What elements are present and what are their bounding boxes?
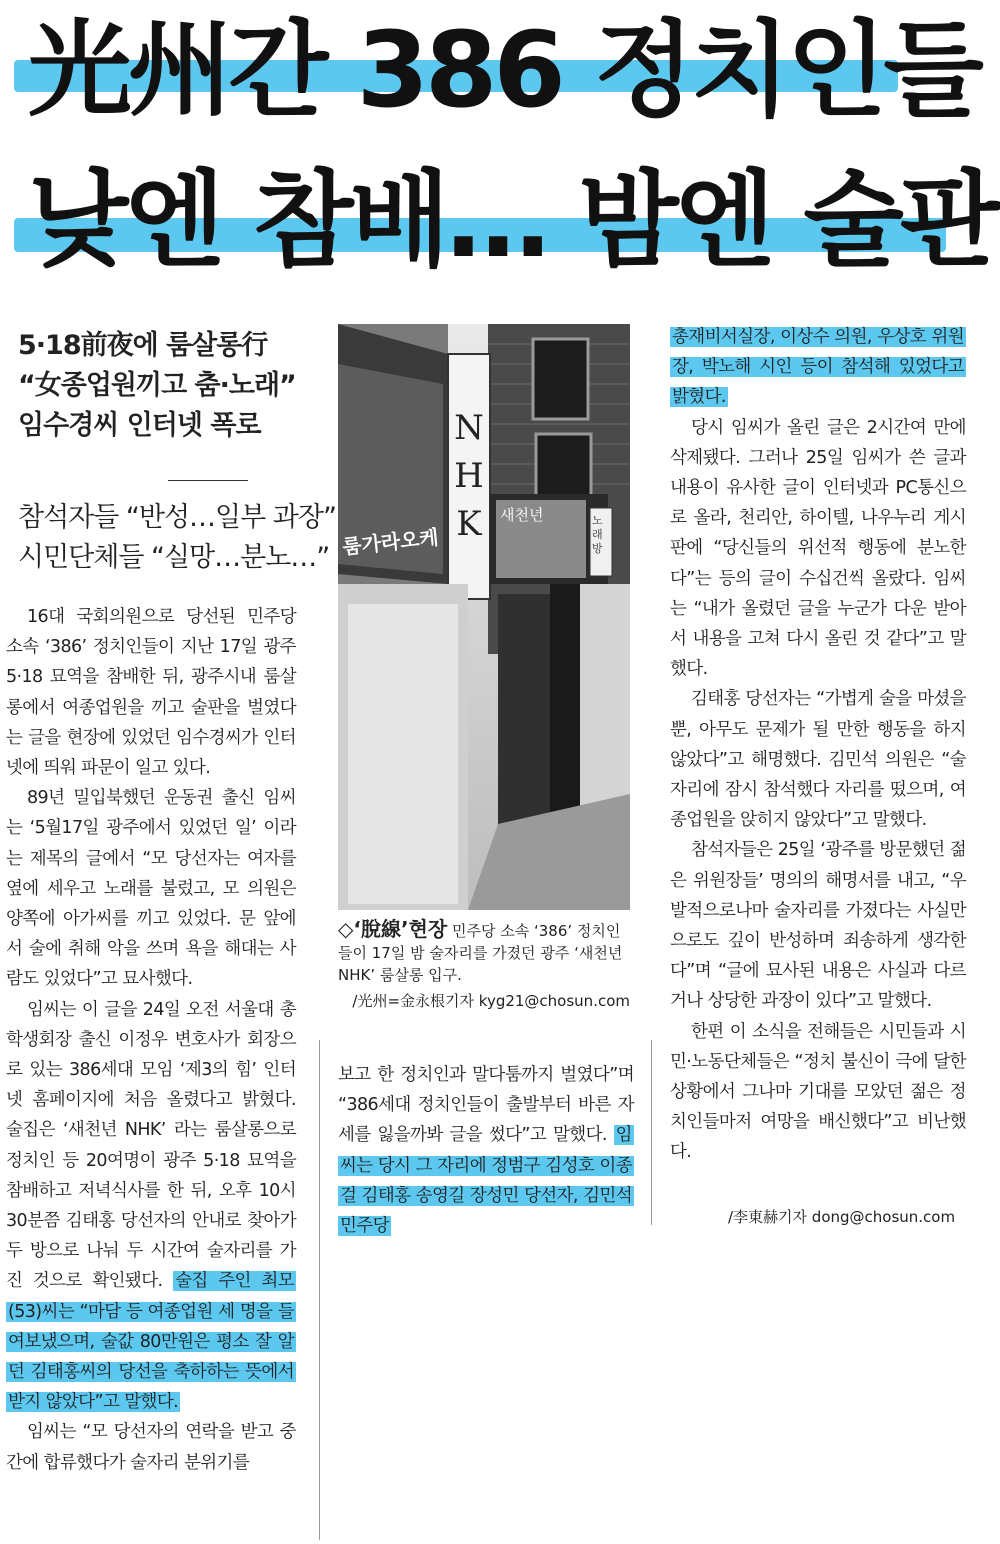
paragraph [6,995,296,1418]
sign-karaoke: 룸가라오케 [341,525,440,559]
paragraph: 임씨는 “모 당선자의 연락을 받고 중간에 합류했다가 술자리 분위기를 [6,1422,296,1473]
column-rule-1 [319,1040,320,1540]
column-rule-2 [651,1040,652,1225]
paragraph-text: 임씨는 이 글을 24일 오전 서울대 총학생회장 출신 이정우 변호사가 회장으로 있는 386세대 모임 ‘제3의 힘’ 인터넷 홈페이지에 처음 올렸다고 밝혔다. 술집은 ‘새천년 NHK’ 라는 룸살롱으로 정치인 등 20여명이 광주 5·18 묘역을 참배하고 저녁식사를 한 뒤, 오후 10시30분쯤 김태홍 당선자의 안내로 찾아가 두 방으로 나눠 두 시간여 술자리를 가진 것으로 확인됐다. [6,999,296,1292]
article-column-1 [6,602,296,1478]
sign-side: 노래방 [592,514,603,555]
deck-line: 임수경씨 인터넷 폭로 [18,410,261,441]
deck-line: 5·18前夜에 룸살롱行 [18,330,268,361]
paragraph: 김태홍 당선자는 “가볍게 술을 마셨을 뿐, 아무도 문제가 될 만한 행동을 하지 않았다”고 해명했다. 김민석 의원은 “술자리에 잠시 참석했다 자리를 떴으며, 여종업원을 앉히지 않았다”고 말했다. [670,689,966,831]
headline-line-2: 낮엔 참배… 밤엔 술판 [28,159,997,281]
paragraph: 당시 임씨가 올린 글은 2시간여 만에 삭제됐다. 그러나 25일 임씨가 쓴 글과 내용이 유사한 글이 인터넷과 PC통신으로 올라, 천리안, 하이텔, 나우누리 게시판에 “당신들의 위선적 행동에 분노한다”는 등의 글이 수십건씩 올랐다. 임씨는 “내가 올렸던 글을 누군가 다운 받아서 내용을 고쳐 다시 올린 것 같다”고 말했다. [670,417,966,680]
deck-sub-line: 참석자들 “반성…일부 과장” [18,502,336,533]
photo-nhk-entrance [338,324,630,910]
deck-sub [18,498,336,578]
paragraph: 89년 밀입북했던 운동권 출신 임씨는 ‘5월17일 광주에서 있었던 일’ 이라는 제목의 글에서 “모 당선자는 여자를 옆에 세우고 노래를 불렀고, 모 의원은 양쪽에 아가씨를 끼고 있었다. 문 앞에서 술에 취해 악을 쓰며 욕을 해대는 사람도 있었다”고 묘사했다. [6,788,296,990]
caption-text: 민주당 소속 ‘386’ 정치인들이 17일 밤 술자리를 가졌던 광주 ‘새천년 NHK’ 룸살롱 입구. [338,922,623,984]
byline: /李東赫기자 dong@chosun.com [728,1208,956,1226]
article-column-2 [338,1060,634,1241]
sign-nhk: NHK [454,408,484,544]
deck-divider [168,480,248,481]
paragraph [670,322,966,413]
paragraph [338,1060,634,1241]
highlighted-text: 술집 주인 최모(53)씨는 “마담 등 여종업원 세 명을 들여보냈으며, 술값 80만원은 평소 잘 알던 김태홍씨의 당선을 축하하는 뜻에서 받지 않았다”고 말했다. [8,1271,295,1413]
deck-line: “女종업원끼고 춤·노래” [18,370,296,401]
photo-credit: /光州=金永根기자 kyg21@chosun.com [352,992,630,1010]
photo-caption [338,918,630,1012]
caption-title: ◇‘脫線’현장 [338,917,448,941]
deck-sub-line: 시민단체들 “실망…분노…” [18,542,330,573]
paragraph-text: 보고 한 정치인과 말다툼까지 벌였다”며 “386세대 정치인들이 출발부터 바른 자세를 잃을까봐 글을 썼다”고 말했다. [338,1065,634,1146]
sign-saecheonnyeon: 새천년 [500,506,544,524]
headline-line-1: 光州간 386 정치인들 [28,9,980,131]
highlighted-text: 총재비서실장, 이상수 의원, 우상호 위원장, 박노해 시인 등이 참석해 있었다고 밝혔다. [672,327,964,408]
paragraph: 한편 이 소식을 전해들은 시민들과 시민·노동단체들은 “정치 불신이 극에 달한 상황에서 그나마 기대를 모았던 젊은 정치인들마저 여망을 배신했다”고 비난했다. [670,1021,966,1163]
article-column-3 [670,322,966,1168]
paragraph: 참석자들은 25일 ‘광주를 방문했던 젊은 위원장들’ 명의의 해명서를 내고, “우발적으로나마 술자리를 가졌다는 사실만으로도 깊이 반성하며 죄송하게 생각한다”며 “글에 묘사된 내용은 사실과 다르거나 상당한 과장이 있다”고 말했다. [670,840,966,1012]
deck-main [18,326,318,446]
highlighted-text: 임씨는 당시 그 자리에 정범구 김성호 이종걸 김태홍 송영길 장성민 당선자, 김민석 민주당 [340,1125,632,1237]
paragraph: 16대 국회의원으로 당선된 민주당 소속 ‘386’ 정치인들이 지난 17일 광주 5·18 묘역을 참배한 뒤, 광주시내 룸살롱에서 여종업원을 끼고 술판을 벌였다는 글을 현장에 있었던 임수경씨가 인터넷에 띄워 파문이 일고 있다. [6,607,296,779]
